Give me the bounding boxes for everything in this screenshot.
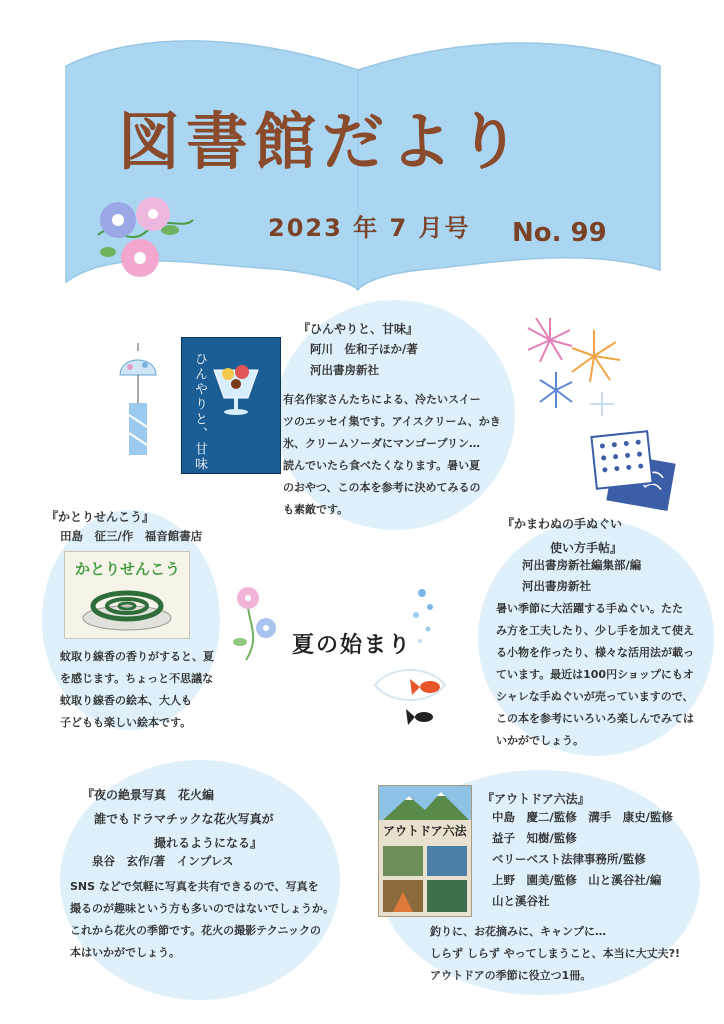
book-title: 『夜の絶景写真 花火編 誰でもドラマチックな花火写真が 撮れるようになる』 bbox=[82, 788, 274, 850]
book-meta: 田島 征三/作 福音館書店 bbox=[60, 529, 203, 543]
goldfish-icon bbox=[370, 585, 450, 745]
tenugui-icon bbox=[588, 428, 678, 518]
book-cover-hinyari: ひんやりと、甘味 bbox=[181, 337, 281, 474]
theme-heading: 夏の始まり bbox=[292, 633, 413, 658]
book-meta: 阿川 佐和子ほか/著 河出書房新社 bbox=[310, 342, 418, 377]
book-description: 釣りに、お花摘みに、キャンプに… しらず しらず やってしまうこと、本当に大丈夫?! アウトドアの季節に役立つ1冊。 bbox=[430, 925, 681, 982]
outdoor-scenes-icon bbox=[379, 842, 471, 916]
book-description: 蚊取り線香の香りがすると、夏 を感じます。ちょっと不思議な 蚊取り線香の絵本、大人も 子どもも楽しい絵本です。 bbox=[60, 650, 214, 729]
book-description: SNS などで気軽に写真を共有できるので、写真を 撮るのが趣味という方も多いのではないでしょうか。 これから花火の季節です。花火の撮影テクニックの 本はいかがでしょう。 bbox=[70, 880, 334, 959]
book-cover-outdoor: アウトドア六法 bbox=[378, 785, 472, 917]
book-meta: 中島 慶二/監修 溝手 康史/監修 益子 知樹/監修 ベリーベスト法律事務所/監修 上野 園美/監修 山と溪谷社/編 山と溪谷社 bbox=[492, 810, 673, 908]
fireworks-icon bbox=[510, 310, 640, 420]
wind-chime-icon bbox=[112, 343, 164, 463]
newsletter-title: 図書館だより bbox=[118, 105, 527, 178]
book-title: 『アウトドア六法』 bbox=[482, 792, 590, 806]
book-title: 『かとりせんこう』 bbox=[46, 510, 155, 524]
mosquito-coil-icon bbox=[79, 580, 175, 634]
issue-date: 2023 年 7 月号 bbox=[268, 214, 471, 242]
book-title: 『かまわぬの手ぬぐい 使い方手帖』 bbox=[502, 517, 623, 555]
book-description: 有名作家さんたちによる、冷たいスイー ツのエッセイ集です。アイスクリーム、かき 氷、クリームソーダにマンゴープリン… 読んでいたら食べたくなります。暑い夏 のおやつ、この本を参考に決めてみるの も素敵です。 bbox=[283, 393, 501, 516]
morning-glory-vine-icon bbox=[226, 580, 282, 670]
book-meta: 泉谷 玄作/著 インプレス bbox=[92, 854, 234, 868]
mountain-icon bbox=[379, 786, 471, 820]
book-description: 暑い季節に大活躍する手ぬぐい。たた み方を工夫したり、少し手を加えて使え る小物を作ったり、様々な活用法が載っ ています。最近は100円ショップにもオ シャレな手ぬぐいが売っていますので、 この本を参考にいろいろ楽しんでみては いかがでしょう。 bbox=[496, 602, 694, 747]
morning-glory-icon bbox=[88, 190, 198, 285]
issue-number: No. 99 bbox=[512, 218, 607, 248]
book-cover-katori: かとりせんこう bbox=[64, 551, 190, 639]
book-meta: 河出書房新社編集部/編 河出書房新社 bbox=[522, 558, 642, 593]
parfait-icon bbox=[208, 360, 264, 420]
book-title: 『ひんやりと、甘味』 bbox=[298, 322, 419, 336]
